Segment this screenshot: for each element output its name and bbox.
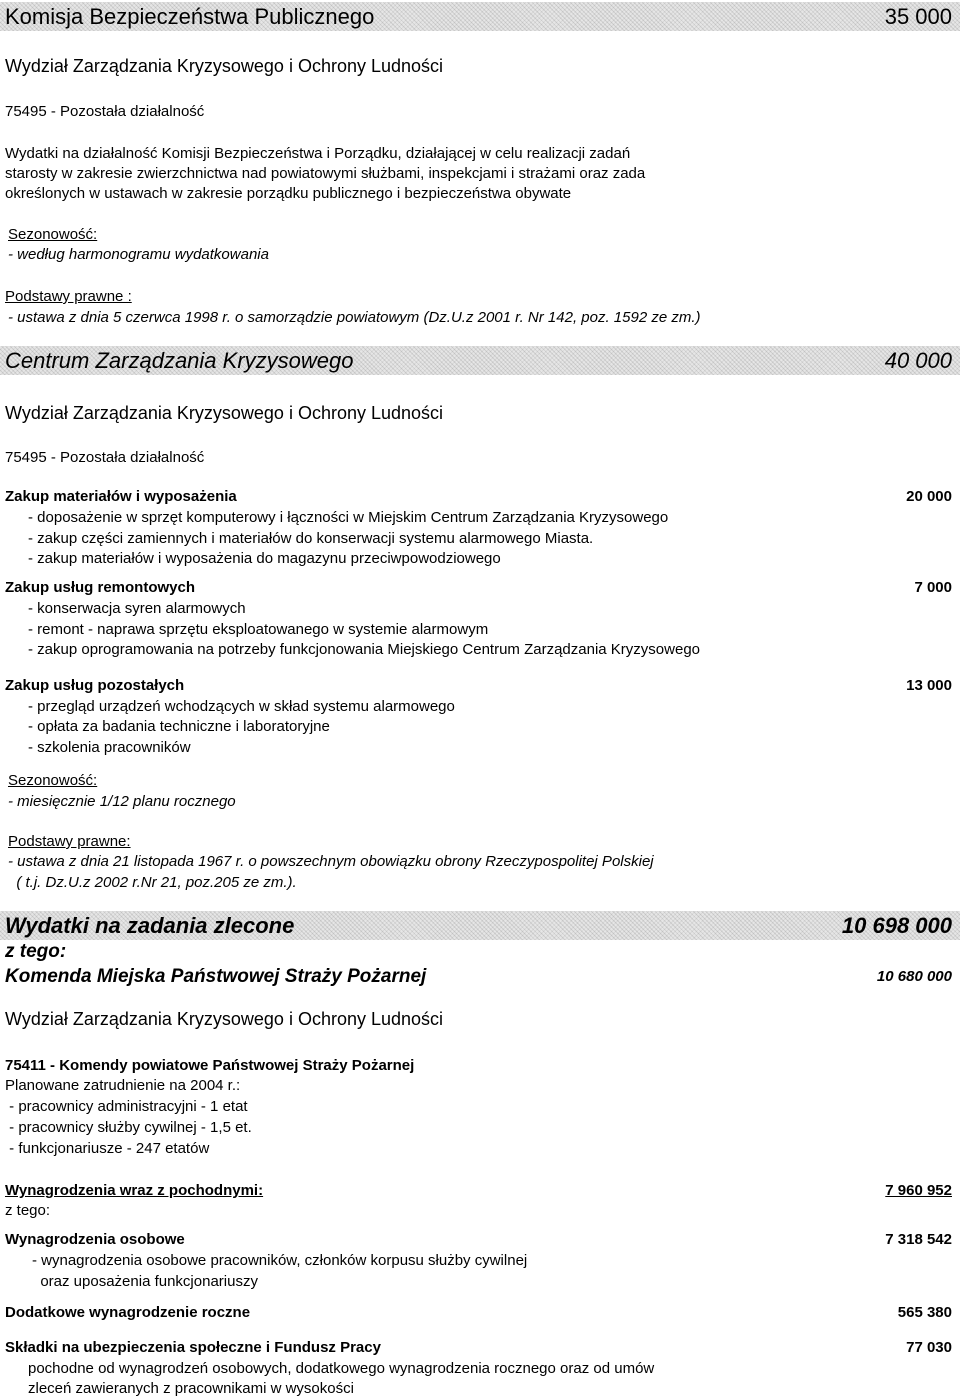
section-amount: 10 698 000	[841, 912, 952, 938]
list-item: - opłata za badania techniczne i laboratoryjne	[28, 718, 330, 735]
list-item: - zakup oprogramowania na potrzeby funkcjonowania Miejskiego Centrum Zarządzania Kryzysowego	[28, 641, 701, 658]
section-title: Centrum Zarządzania Kryzysowego	[5, 347, 354, 373]
wages-label: Wynagrodzenia wraz z pochodnymi:	[5, 1182, 264, 1199]
department: Wydział Zarządzania Kryzysowego i Ochrony Ludności	[5, 56, 444, 76]
section-title: Komisja Bezpieczeństwa Publicznego	[5, 3, 375, 29]
expense-group-label: Zakup usług remontowych	[5, 579, 196, 596]
legal-basis-line: - ustawa z dnia 21 listopada 1967 r. o powszechnym obowiązku obrony Rzeczypospolitej Polskiej	[8, 853, 654, 870]
expense-group-amount: 20 000	[906, 488, 952, 505]
expense-group-label: Zakup usług pozostałych	[5, 677, 185, 694]
legal-basis-label: Podstawy prawne :	[5, 288, 132, 305]
personal-wages-amount: 7 318 542	[885, 1231, 952, 1248]
section-amount: 35 000	[884, 3, 952, 29]
classification: 75495 - Pozostała działalność	[5, 103, 205, 120]
employment-item: - pracownicy służby cywilnej - 1,5 et.	[5, 1119, 252, 1136]
wages-amount: 7 960 952	[885, 1182, 952, 1199]
expense-group-amount: 13 000	[906, 677, 952, 694]
classification: 75495 - Pozostała działalność	[5, 449, 205, 466]
employment-label: Planowane zatrudnienie na 2004 r.:	[5, 1077, 241, 1094]
expense-group-label: Zakup materiałów i wyposażenia	[5, 488, 237, 505]
seasonality-label: Sezonowość:	[8, 226, 98, 243]
list-item: - zakup części zamiennych i materiałów do konserwacji systemu alarmowego Miasta.	[28, 530, 594, 547]
employment-item: - funkcjonariusze - 247 etatów	[5, 1140, 210, 1157]
of-which-label: z tego:	[5, 941, 67, 962]
legal-basis-line: ( t.j. Dz.U.z 2002 r.Nr 21, poz.205 ze zm.).	[8, 874, 297, 891]
legal-basis-label: Podstawy prawne:	[8, 833, 131, 850]
annual-bonus-amount: 565 380	[897, 1304, 952, 1321]
department: Wydział Zarządzania Kryzysowego i Ochrony Ludności	[5, 403, 444, 423]
list-item: - szkolenia pracowników	[28, 739, 191, 756]
list-item: - zakup materiałów i wyposażenia do magazynu przeciwpowodziowego	[28, 550, 501, 567]
seasonality-label: Sezonowość:	[8, 772, 98, 789]
unit-name: Komenda Miejska Państwowej Straży Pożarnej	[5, 966, 427, 987]
list-item: - wynagrodzenia osobowe pracowników, członków korpusu służby cywilnej	[32, 1252, 528, 1269]
unit-amount: 10 680 000	[876, 968, 952, 985]
list-item: - konserwacja syren alarmowych	[28, 600, 246, 617]
seasonality-value: - miesięcznie 1/12 planu rocznego	[8, 793, 236, 810]
description-line: określonych w ustawach w zakresie porządku publicznego i bezpieczeństwa obywate	[5, 185, 572, 202]
description-line: starosty w zakresie zwierzchnictwa nad powiatowymi służbami, inspekcjami i strażami oraz zada	[5, 165, 646, 182]
section-header-kbp	[0, 2, 960, 31]
expense-group-amount: 7 000	[914, 579, 952, 596]
employment-item: - pracownicy administracyjni - 1 etat	[5, 1098, 248, 1115]
legal-basis-value: - ustawa z dnia 5 czerwca 1998 r. o samorządzie powiatowym (Dz.U.z 2001 r. Nr 142, poz. 1592 ze zm.)	[8, 309, 701, 326]
social-contributions-label: Składki na ubezpieczenia społeczne i Fundusz Pracy	[5, 1339, 381, 1356]
section-header-czk	[0, 346, 960, 375]
seasonality-value: - według harmonogramu wydatkowania	[8, 246, 269, 263]
social-contributions-amount: 77 030	[906, 1339, 952, 1356]
list-item: oraz uposażenia funkcjonariuszy	[32, 1273, 258, 1290]
list-item: - przegląd urządzeń wchodzących w skład systemu alarmowego	[28, 698, 455, 715]
section-title: Wydatki na zadania zlecone	[5, 912, 295, 938]
annual-bonus-label: Dodatkowe wynagrodzenie roczne	[5, 1304, 251, 1321]
list-item: - doposażenie w sprzęt komputerowy i łączności w Miejskim Centrum Zarządzania Kryzysowego	[28, 509, 669, 526]
department: Wydział Zarządzania Kryzysowego i Ochrony Ludności	[5, 1009, 444, 1029]
section-amount: 40 000	[884, 347, 952, 373]
list-item: - remont - naprawa sprzętu eksploatowanego w systemie alarmowym	[28, 621, 489, 638]
section-header-zadania-zlecone	[0, 911, 960, 940]
list-item: pochodne od wynagrodzeń osobowych, dodatkowego wynagrodzenia rocznego oraz od umów	[28, 1360, 655, 1377]
of-which-label: z tego:	[5, 1202, 51, 1219]
personal-wages-label: Wynagrodzenia osobowe	[5, 1231, 185, 1248]
list-item: zleceń zawieranych z pracownikami w wysokości	[28, 1380, 354, 1397]
classification: 75411 - Komendy powiatowe Państwowej Straży Pożarnej	[5, 1057, 415, 1074]
description-line: Wydatki na działalność Komisji Bezpieczeństwa i Porządku, działającej w celu realizacji zadań	[5, 145, 631, 162]
